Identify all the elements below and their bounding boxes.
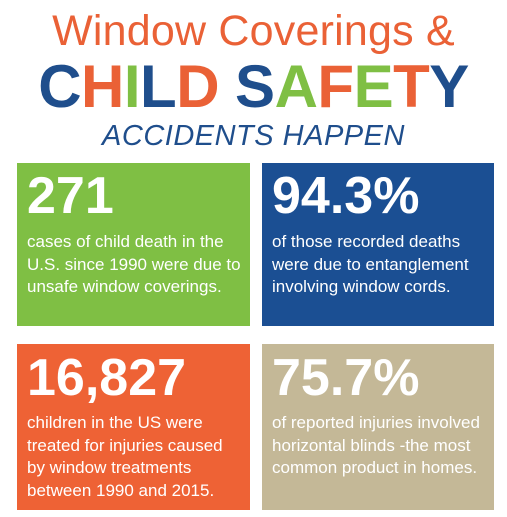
stat-card-horizontal-blinds: [262, 344, 494, 510]
title-letter: Y: [429, 53, 469, 120]
title-letter: F: [317, 53, 354, 120]
stat-value: 94.3%: [272, 167, 420, 225]
title-letter: A: [274, 53, 318, 120]
title-line-child-safety: [0, 54, 507, 120]
title-line-window-coverings: Window Coverings &: [52, 7, 455, 55]
title-letter: D: [176, 53, 220, 120]
stat-description: of reported injuries involved horizontal blinds -the most common product in homes.: [272, 413, 480, 477]
stat-value: 75.7%: [272, 349, 420, 407]
subtitle-accidents-happen: ACCIDENTS HAPPEN: [102, 120, 405, 152]
title-letter: E: [353, 53, 394, 120]
title-letter: C: [38, 53, 82, 120]
title-letter: S: [235, 53, 275, 120]
stat-value: 16,827: [27, 349, 187, 407]
title-letter: H: [81, 53, 124, 120]
stat-card-cord-entanglement: [262, 163, 494, 326]
title-letter: L: [140, 53, 177, 120]
stat-value: 271: [27, 167, 114, 225]
stat-description: of those recorded deaths were due to entanglement involving window cords.: [272, 232, 469, 296]
stat-card-child-deaths: [17, 163, 250, 326]
title-letter: I: [123, 53, 141, 120]
title-letter: T: [393, 53, 430, 120]
stat-card-injuries-treated: [17, 344, 250, 510]
stat-description: children in the US were treated for injuries caused by window treatments between 1990 and 2015.: [27, 413, 223, 500]
stat-description: cases of child death in the U.S. since 1990 were due to unsafe window coverings.: [27, 232, 241, 296]
